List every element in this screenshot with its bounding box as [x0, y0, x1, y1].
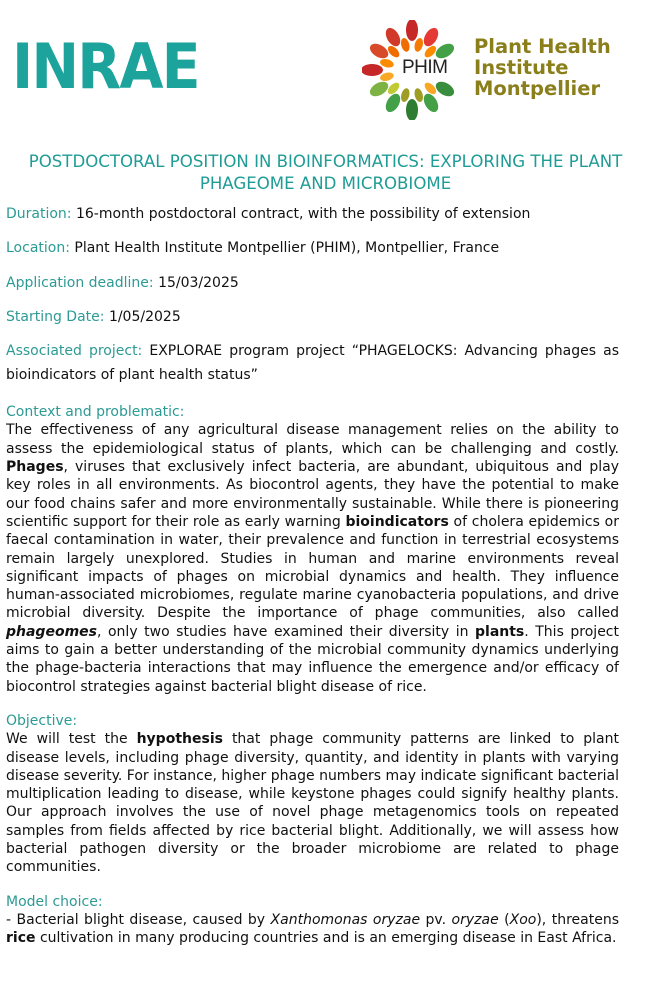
associated-project-field — [6, 339, 619, 387]
inrae-logo: INRAE — [12, 30, 199, 103]
location-field — [6, 239, 619, 257]
deadline-value: 15/03/2025 — [158, 274, 239, 291]
duration-value: 16-month postdoctoral contract, with the possibility of extension — [75, 206, 531, 222]
context-section — [6, 403, 619, 696]
context-bold: bioindicators — [345, 513, 449, 530]
deadline-field — [6, 274, 619, 292]
model-text: - Bacterial blight disease, caused by — [6, 911, 271, 928]
model-text: pv. — [420, 911, 452, 928]
model-text: cultivation in many producing countries and is an emerging disease in East Africa. — [35, 930, 617, 947]
location-value: Plant Health Institute Montpellier (PHIM), Montpellier, France — [74, 240, 500, 257]
project-value: EXPLORAE program project “PHAGELOCKS: Advancing phages as bioindicators of plant health status” — [6, 343, 619, 384]
model-text: ), threatens — [536, 911, 619, 928]
objective-text: that phage community patterns are linked to plant disease levels, including phage diversity, quantity, and identity in plants with varying disease severity. For instance, higher phage numbers may indicate significant bacterial multiplication leading to disease, while keystone phages could signify healthy plants. Our approach involves the use of novel phage metagenomics tools on repeated samples from fields affected by rice bacterial blight. Additionally, we will assess how bacterial pathogen diversity or the broader microbiome are related to phage communities. — [6, 731, 620, 876]
context-text: . This project aims to gain a better understanding of the microbial community dynamics underlying the phage-bacteria interactions that may influence the emergence and/or efficacy of biocontrol strategies against bacterial blight disease of rice. — [6, 623, 619, 695]
model-heading: Model choice: — [6, 893, 103, 910]
location-label: Location: — [6, 240, 70, 257]
context-text: of cholera epidemics or faecal contamination in water, their prevalence and function in terrestrial ecosystems remain largely unexplored. Studies in human and marine environments reveal significant impacts of phages on microbial dynamics and health. They influence human-associated microbiomes, regulate marine cyanobacteria populations, and drive microbial diversity. Despite the importance of phage communities, also called — [6, 513, 619, 622]
start-date-label: Starting Date: — [6, 308, 105, 325]
context-bold-italic: phageomes — [6, 623, 97, 640]
model-italic: Xoo — [509, 911, 537, 928]
model-section — [6, 893, 619, 948]
duration-field — [6, 205, 619, 223]
model-italic: oryzae — [451, 911, 499, 928]
context-text: , only two studies have examined their diversity in — [97, 623, 475, 640]
objective-section — [6, 712, 619, 877]
start-date-field — [6, 308, 619, 326]
context-bold: Phages — [6, 459, 64, 476]
context-text: , viruses that exclusively infect bacteria, are abundant, ubiquitous and play key roles in all environments. As biocontrol agents, they have the potential to make our food chains safer and more environmentally sustainable. While there is pioneering scientific support for their role as early warning — [6, 459, 619, 530]
phim-logo — [362, 20, 622, 120]
phim-name-line: Institute — [474, 56, 569, 79]
start-date-value: 1/05/2025 — [108, 308, 181, 325]
phim-acronym: PHIM — [402, 57, 448, 78]
model-italic: Xanthomonas oryzae — [270, 911, 421, 928]
page-title: POSTDOCTORAL POSITION IN BIOINFORMATICS: EXPLORING THE PLANT PHAGEOME AND MICROBIOME — [28, 152, 623, 193]
deadline-label: Application deadline: — [6, 274, 154, 291]
context-heading: Context and problematic: — [6, 404, 185, 421]
document-body — [6, 205, 619, 964]
phim-name-line: Plant Health — [474, 35, 611, 58]
header-logos — [0, 0, 651, 130]
model-bold: rice — [6, 930, 36, 947]
phim-institute-name — [474, 36, 611, 99]
model-text: ( — [498, 911, 510, 928]
objective-text: We will test the — [6, 731, 137, 748]
context-bold: plants — [475, 623, 525, 640]
context-text: The effectiveness of any agricultural disease management relies on the ability to assess the epidemiological status of plants, which can be challenging and costly. — [6, 422, 619, 457]
objective-heading: Objective: — [6, 712, 78, 729]
objective-bold: hypothesis — [136, 731, 223, 748]
duration-label: Duration: — [6, 206, 72, 222]
phim-name-line: Montpellier — [474, 77, 601, 100]
project-label: Associated project: — [6, 343, 143, 360]
